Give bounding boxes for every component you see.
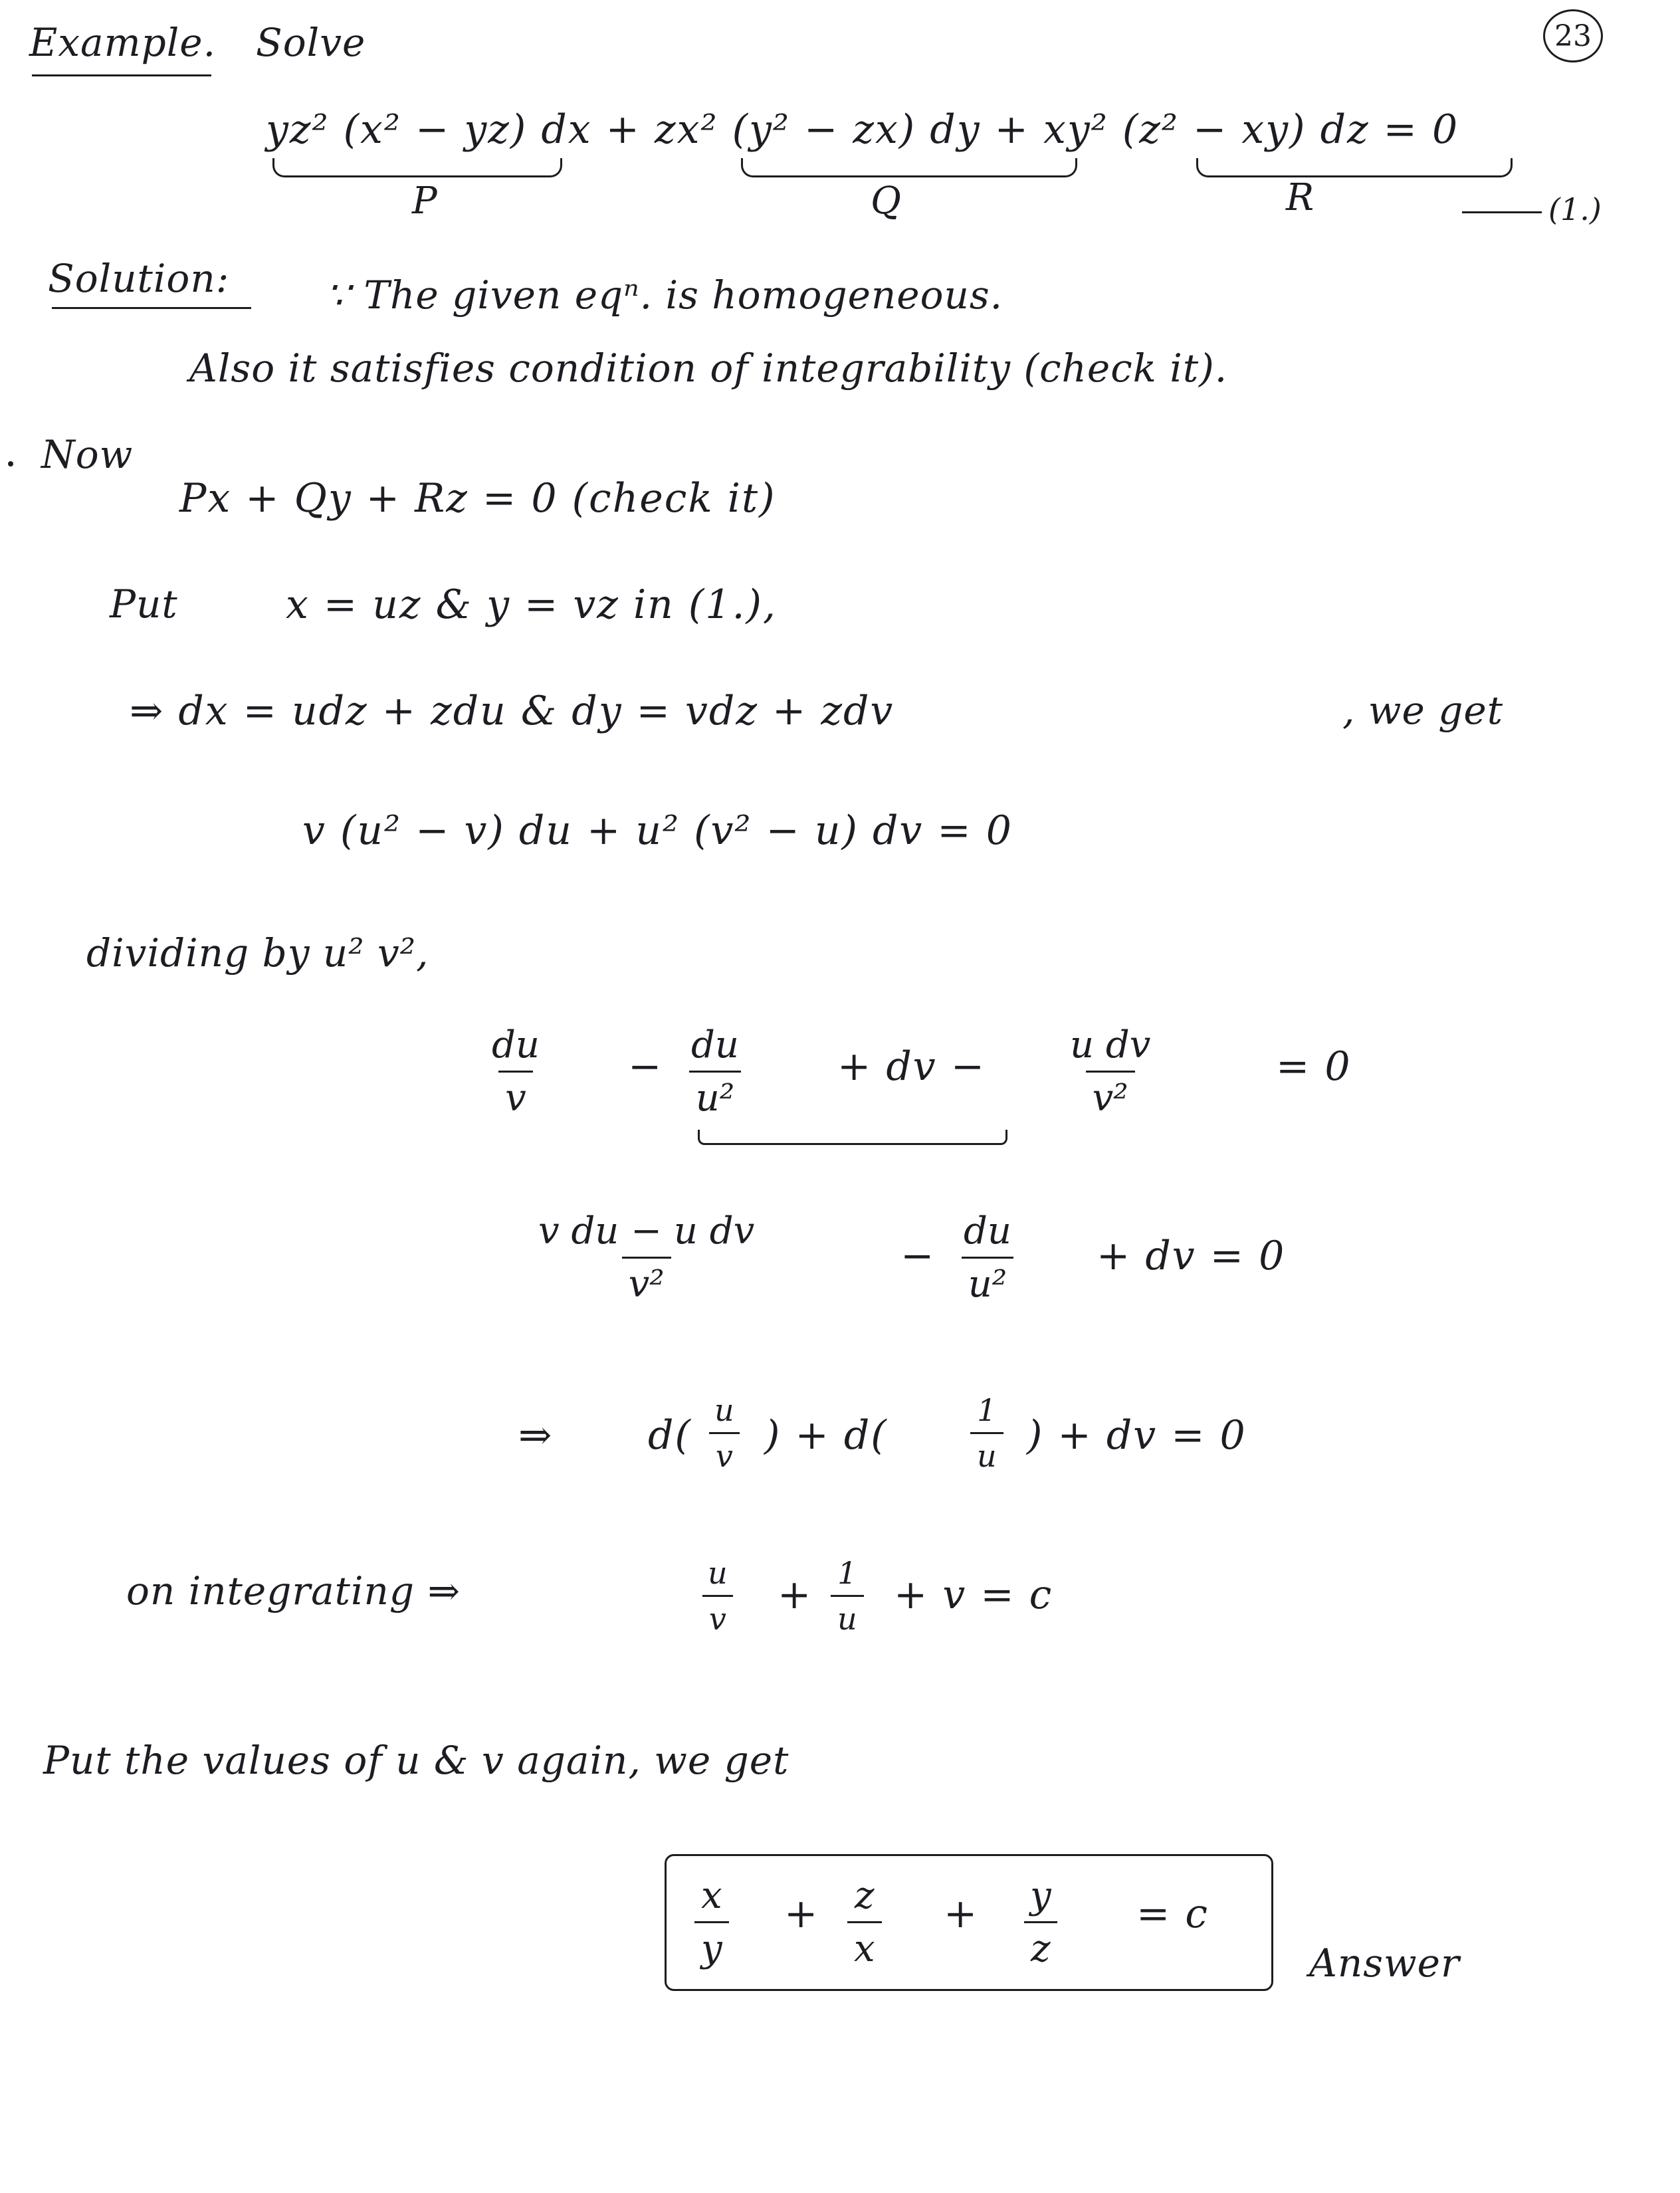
final-frac1-den: y	[694, 1921, 729, 1970]
q-label: Q	[871, 179, 901, 223]
put-label: Put	[110, 581, 178, 627]
margin-dot	[8, 461, 13, 467]
r-brace	[1196, 158, 1513, 177]
step3-frac-1-u	[970, 1392, 1003, 1474]
step4-frac1-den: v	[702, 1595, 733, 1637]
r-label: R	[1286, 176, 1314, 219]
step4-frac1-num: u	[708, 1555, 728, 1591]
step2-frac-du-u2	[957, 1209, 1018, 1306]
step3-close-plus-d: ) + d(	[764, 1412, 888, 1459]
step1-frac3-den: v²	[1086, 1071, 1135, 1120]
final-frac2-den: x	[847, 1921, 882, 1970]
final-frac-y-z	[1023, 1874, 1058, 1970]
solution-line-2: Also it satisfies condition of integrability (check it).	[189, 346, 1228, 391]
main-equation: yz² (x² − yz) dx + zx² (y² − zx) dy + xy² (z² − xy) dz = 0	[266, 106, 1459, 153]
step1-eq-zero: = 0	[1276, 1043, 1352, 1090]
step3-frac1-den: v	[709, 1432, 740, 1474]
step2-frac1-den: v²	[622, 1257, 671, 1306]
step1-frac3-num: u dv	[1070, 1023, 1151, 1067]
step1-frac-du-v	[485, 1023, 546, 1120]
step3-tail: ) + dv = 0	[1027, 1412, 1247, 1459]
reduced-equation: v (u² − v) du + u² (v² − u) dv = 0	[302, 807, 1013, 854]
we-get-label: , we get	[1342, 688, 1504, 733]
step3-frac2-num: 1	[977, 1392, 997, 1428]
differential-line: ⇒ dx = udz + zdu & dy = vdz + zdv	[130, 688, 894, 734]
step3-frac-u-v	[708, 1392, 741, 1474]
step1-frac1-num: du	[492, 1023, 540, 1067]
step1-plus-dv: + dv −	[837, 1043, 986, 1090]
p-label: P	[412, 179, 437, 223]
step1-frac-du-u2	[684, 1023, 746, 1120]
final-frac-x-y	[694, 1874, 729, 1970]
solution-line-1: ∵ The given eqⁿ. is homogeneous.	[326, 272, 1003, 318]
step2-frac-vdu-udv	[532, 1209, 761, 1306]
step4-frac-u-v	[701, 1555, 734, 1637]
step1-grouping-bracket	[698, 1130, 1007, 1145]
step4-frac2-num: 1	[837, 1555, 857, 1591]
step4-tail: + v = c	[894, 1572, 1053, 1618]
now-label: Now	[41, 432, 134, 477]
example-label: Example.	[29, 20, 217, 65]
step2-frac2-den: u²	[962, 1257, 1014, 1306]
dividing-line: dividing by u² v²,	[86, 930, 429, 976]
step4-frac2-den: u	[831, 1595, 864, 1637]
final-plus-1: +	[784, 1891, 819, 1937]
step4-plus: +	[778, 1572, 813, 1618]
step1-frac2-den: u²	[689, 1071, 742, 1120]
solution-underline	[52, 307, 251, 309]
step1-frac-udv-v2	[1063, 1023, 1157, 1120]
step1-frac2-num: du	[691, 1023, 739, 1067]
eq-number: (1.)	[1548, 191, 1602, 227]
p-brace	[272, 158, 562, 177]
step2-minus: −	[900, 1233, 936, 1279]
px-qy-rz-line: Px + Qy + Rz = 0 (check it)	[179, 475, 776, 522]
step2-tail: + dv = 0	[1097, 1233, 1286, 1279]
on-integrating-label: on integrating ⇒	[126, 1568, 461, 1614]
page-number: 23	[1554, 19, 1592, 53]
step1-frac1-den: v	[498, 1071, 533, 1120]
final-frac3-num: y	[1030, 1874, 1051, 1917]
step1-minus: −	[628, 1043, 663, 1090]
final-frac3-den: z	[1024, 1921, 1057, 1970]
solve-label: Solve	[256, 20, 366, 65]
step2-frac2-num: du	[964, 1209, 1011, 1253]
eq-number-dash	[1462, 211, 1542, 213]
final-plus-2: +	[944, 1891, 979, 1937]
step3-frac1-num: u	[714, 1392, 734, 1428]
page-number-circle	[1543, 9, 1603, 62]
step4-frac-1-u	[831, 1555, 864, 1637]
solution-label: Solution:	[48, 256, 230, 301]
step3-implies: ⇒	[518, 1412, 554, 1459]
example-underline	[32, 74, 211, 76]
step3-frac2-den: u	[970, 1432, 1003, 1474]
step2-frac1-num: v du − u dv	[538, 1209, 755, 1253]
answer-label: Answer	[1309, 1940, 1460, 1986]
final-frac-z-x	[847, 1874, 882, 1970]
step3-d-open: d(	[648, 1412, 692, 1459]
final-eq-c: = c	[1136, 1891, 1209, 1937]
put-expression: x = uz & y = vz in (1.),	[286, 581, 777, 628]
put-values-line: Put the values of u & v again, we get	[43, 1738, 789, 1783]
final-frac2-num: z	[855, 1874, 875, 1917]
final-frac1-num: x	[701, 1874, 722, 1917]
q-brace	[741, 158, 1077, 177]
